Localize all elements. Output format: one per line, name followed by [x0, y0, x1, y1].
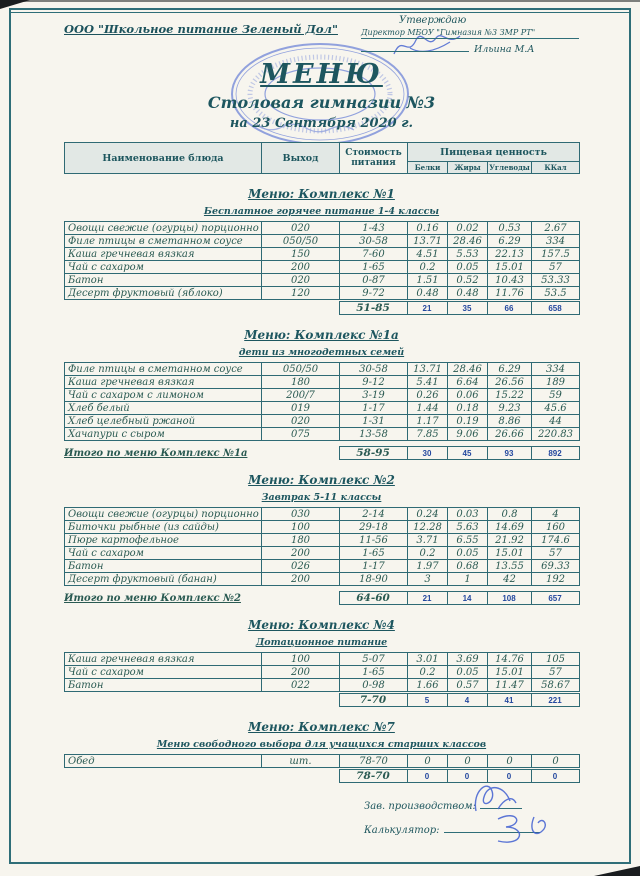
dish-row: [65, 415, 580, 428]
dish-fat: 0.57: [448, 679, 488, 692]
dish-output: 050/50: [262, 235, 340, 248]
col-cost-header: Стоимость питания: [340, 143, 408, 174]
dish-row: [65, 376, 580, 389]
dish-carbs: 14.76: [488, 653, 532, 666]
dish-output: 030: [262, 508, 340, 521]
dish-kcal: 4: [532, 508, 580, 521]
dish-protein: 13.71: [408, 363, 448, 376]
total-fat: 4: [447, 694, 487, 707]
dish-name: Десерт фруктовый (яблоко): [65, 287, 262, 300]
dish-row: [65, 261, 580, 274]
section-dishes-table: [64, 652, 580, 692]
dish-cost: 18-90: [340, 573, 408, 586]
dish-row: [65, 248, 580, 261]
dish-output: 200: [262, 573, 340, 586]
dish-carbs: 11.76: [488, 287, 532, 300]
dish-kcal: 57: [532, 261, 580, 274]
document-footer: [364, 801, 640, 836]
section-dishes-table: [64, 221, 580, 300]
dish-name: Обед: [65, 755, 262, 768]
dish-carbs: 10.43: [488, 274, 532, 287]
dish-kcal: 53.33: [532, 274, 580, 287]
total-fat: 0: [447, 770, 487, 783]
dish-fat: 0.19: [448, 415, 488, 428]
dish-name: Десерт фруктовый (банан): [65, 573, 262, 586]
dish-kcal: 57: [532, 666, 580, 679]
dish-carbs: 6.29: [488, 235, 532, 248]
dish-output: 019: [262, 402, 340, 415]
dish-protein: 3.01: [408, 653, 448, 666]
scan-artifact: [594, 866, 640, 876]
menu-section: [64, 720, 640, 783]
dish-protein: 0.24: [408, 508, 448, 521]
company-name: ООО "Школьное питание Зеленый Дол": [64, 22, 338, 36]
dish-carbs: 15.01: [488, 666, 532, 679]
dish-output: 200: [262, 666, 340, 679]
dish-row: [65, 679, 580, 692]
dish-protein: 1.97: [408, 560, 448, 573]
menu-section: [64, 187, 640, 315]
dish-protein: 3: [408, 573, 448, 586]
total-protein: 21: [407, 592, 447, 605]
dish-name: Хачапури с сыром: [65, 428, 262, 441]
dish-cost: 1-31: [340, 415, 408, 428]
signature-line: [361, 43, 469, 52]
dish-name: Пюре картофельное: [65, 534, 262, 547]
dish-kcal: 53.5: [532, 287, 580, 300]
total-kcal: 221: [531, 694, 579, 707]
section-dishes-table: [64, 754, 580, 768]
dish-row: [65, 508, 580, 521]
total-fat: 14: [447, 592, 487, 605]
dish-cost: 1-17: [340, 560, 408, 573]
dish-cost: 9-72: [340, 287, 408, 300]
dish-cost: 0-87: [340, 274, 408, 287]
dish-name: Чай с сахаром с лимоном: [65, 389, 262, 402]
section-subtitle: Бесплатное горячее питание 1-4 классы: [203, 206, 440, 217]
dish-name: Чай с сахаром: [65, 666, 262, 679]
dish-protein: 4.51: [408, 248, 448, 261]
dish-row: [65, 560, 580, 573]
dish-fat: 3.69: [448, 653, 488, 666]
dish-output: 100: [262, 653, 340, 666]
section-subtitle: Меню свободного выбора для учащихся старших классов: [156, 739, 487, 750]
dish-cost: 9-12: [340, 376, 408, 389]
approval-block: [361, 15, 579, 55]
dish-output: 050/50: [262, 363, 340, 376]
section-total-row: [64, 301, 580, 315]
menu-sections: [64, 187, 640, 783]
dish-fat: 0.18: [448, 402, 488, 415]
dish-fat: 0.03: [448, 508, 488, 521]
total-cost: 64-60: [339, 592, 407, 605]
dish-row: [65, 402, 580, 415]
dish-kcal: 69.33: [532, 560, 580, 573]
dish-name: Филе птицы в сметанном соусе: [65, 363, 262, 376]
dish-kcal: 105: [532, 653, 580, 666]
dish-cost: 1-43: [340, 222, 408, 235]
total-label: [64, 770, 339, 783]
col-fat-header: Жиры: [448, 162, 488, 174]
dish-cost: 0-98: [340, 679, 408, 692]
dish-row: [65, 573, 580, 586]
dish-fat: 1: [448, 573, 488, 586]
dish-carbs: 15.22: [488, 389, 532, 402]
dish-name: Чай с сахаром: [65, 547, 262, 560]
menu-section: [64, 328, 640, 460]
dish-row: [65, 547, 580, 560]
dish-output: 026: [262, 560, 340, 573]
section-title: Меню: Комплекс №2: [248, 473, 395, 487]
dish-protein: 13.71: [408, 235, 448, 248]
dish-carbs: 15.01: [488, 547, 532, 560]
dish-cost: 30-58: [340, 363, 408, 376]
total-carbs: 93: [487, 447, 531, 460]
dish-output: 120: [262, 287, 340, 300]
dish-output: 020: [262, 222, 340, 235]
dish-output: 200/7: [262, 389, 340, 402]
dish-name: Каша гречневая вязкая: [65, 248, 262, 261]
section-title: Меню: Комплекс №1а: [244, 328, 399, 342]
section-subtitle: дети из многодетных семей: [238, 347, 405, 358]
dish-output: 180: [262, 376, 340, 389]
dish-kcal: 0: [532, 755, 580, 768]
total-kcal: 0: [531, 770, 579, 783]
dish-fat: 6.64: [448, 376, 488, 389]
dish-kcal: 192: [532, 573, 580, 586]
document-title: МЕНЮ: [260, 59, 383, 90]
dish-row: [65, 389, 580, 402]
dish-protein: 1.17: [408, 415, 448, 428]
dish-row: [65, 428, 580, 441]
dish-output: 022: [262, 679, 340, 692]
dish-output: 200: [262, 547, 340, 560]
dish-protein: 0.16: [408, 222, 448, 235]
dish-carbs: 15.01: [488, 261, 532, 274]
dish-kcal: 189: [532, 376, 580, 389]
dish-fat: 0.02: [448, 222, 488, 235]
dish-row: [65, 666, 580, 679]
dish-fat: 6.55: [448, 534, 488, 547]
dish-fat: 5.63: [448, 521, 488, 534]
dish-name: Батон: [65, 560, 262, 573]
dish-protein: 3.71: [408, 534, 448, 547]
dish-cost: 7-60: [340, 248, 408, 261]
dish-kcal: 334: [532, 363, 580, 376]
section-total-row: [64, 591, 580, 605]
dish-row: [65, 534, 580, 547]
dish-carbs: 0: [488, 755, 532, 768]
dish-kcal: 220.83: [532, 428, 580, 441]
dish-protein: 0.48: [408, 287, 448, 300]
dish-fat: 28.46: [448, 235, 488, 248]
dish-protein: 7.85: [408, 428, 448, 441]
col-name-header: Наименование блюда: [65, 143, 262, 174]
dish-fat: 0.48: [448, 287, 488, 300]
dish-output: 200: [262, 261, 340, 274]
col-output-header: Выход: [262, 143, 340, 174]
total-fat: 45: [447, 447, 487, 460]
total-label: [64, 302, 339, 315]
dish-fat: 5.53: [448, 248, 488, 261]
dish-cost: 29-18: [340, 521, 408, 534]
dish-row: [65, 653, 580, 666]
dish-cost: 11-56: [340, 534, 408, 547]
dish-cost: 30-58: [340, 235, 408, 248]
dish-carbs: 0.8: [488, 508, 532, 521]
approve-label: Утверждаю: [399, 15, 467, 26]
dish-output: 020: [262, 415, 340, 428]
dish-cost: 5-07: [340, 653, 408, 666]
dish-protein: 1.66: [408, 679, 448, 692]
dish-protein: 12.28: [408, 521, 448, 534]
section-dishes-table: [64, 507, 580, 586]
dish-carbs: 8.86: [488, 415, 532, 428]
dish-cost: 78-70: [340, 755, 408, 768]
total-carbs: 0: [487, 770, 531, 783]
dish-row: [65, 274, 580, 287]
dish-fat: 0.06: [448, 389, 488, 402]
section-total-row: [64, 693, 580, 707]
menu-date: на 23 Сентября 2020 г.: [229, 116, 414, 131]
total-label: [64, 694, 339, 707]
dish-kcal: 160: [532, 521, 580, 534]
dish-carbs: 26.56: [488, 376, 532, 389]
dish-protein: 1.51: [408, 274, 448, 287]
dish-row: [65, 222, 580, 235]
dish-row: [65, 363, 580, 376]
dish-fat: 0: [448, 755, 488, 768]
dish-output: 075: [262, 428, 340, 441]
dish-row: [65, 235, 580, 248]
total-kcal: 657: [531, 592, 579, 605]
col-kcal-header: ККал: [532, 162, 580, 174]
dish-kcal: 157.5: [532, 248, 580, 261]
dish-cost: 1-65: [340, 261, 408, 274]
dish-fat: 0.68: [448, 560, 488, 573]
dish-kcal: 45.6: [532, 402, 580, 415]
dish-kcal: 44: [532, 415, 580, 428]
dish-carbs: 21.92: [488, 534, 532, 547]
dish-name: Батон: [65, 274, 262, 287]
total-protein: 21: [407, 302, 447, 315]
approver-title: Директор МБОУ "Гимназия №3 ЗМР РТ": [361, 28, 579, 39]
section-dishes-table: [64, 362, 580, 441]
dish-protein: 0.26: [408, 389, 448, 402]
dish-output: 020: [262, 274, 340, 287]
dish-output: 150: [262, 248, 340, 261]
document-header: [64, 15, 579, 55]
total-protein: 0: [407, 770, 447, 783]
section-subtitle: Завтрак 5-11 классы: [261, 492, 382, 503]
total-cost: 78-70: [339, 770, 407, 783]
dish-cost: 1-17: [340, 402, 408, 415]
col-nutrition-header: Пищевая ценность: [408, 143, 580, 162]
dish-fat: 0.05: [448, 666, 488, 679]
dish-name: Биточки рыбные (из сайды): [65, 521, 262, 534]
dish-row: [65, 755, 580, 768]
dish-cost: 2-14: [340, 508, 408, 521]
col-carbs-header: Углеводы: [489, 163, 530, 172]
dish-name: Каша гречневая вязкая: [65, 653, 262, 666]
dish-protein: 0: [408, 755, 448, 768]
total-kcal: 658: [531, 302, 579, 315]
dish-kcal: 59: [532, 389, 580, 402]
total-cost: 7-70: [339, 694, 407, 707]
total-kcal: 892: [531, 447, 579, 460]
section-subtitle: Дотационное питание: [255, 637, 388, 648]
dish-fat: 0.52: [448, 274, 488, 287]
dish-name: Овощи свежие (огурцы) порционно: [65, 508, 262, 521]
dish-protein: 0.2: [408, 666, 448, 679]
dish-carbs: 9.23: [488, 402, 532, 415]
dish-kcal: 334: [532, 235, 580, 248]
dish-carbs: 6.29: [488, 363, 532, 376]
total-fat: 35: [447, 302, 487, 315]
columns-header-table: [64, 142, 580, 174]
menu-section: [64, 473, 640, 605]
section-title: Меню: Комплекс №4: [248, 618, 395, 632]
total-cost: 58-95: [339, 447, 407, 460]
dish-protein: 0.2: [408, 547, 448, 560]
total-cost: 51-85: [339, 302, 407, 315]
approver-name: Ильина М.А: [474, 44, 535, 55]
dish-carbs: 0.53: [488, 222, 532, 235]
total-label: Итого по меню Комплекс №2: [64, 592, 241, 604]
canteen-name: Столовая гимназии №3: [207, 93, 436, 112]
dish-name: Овощи свежие (огурцы) порционно: [65, 222, 262, 235]
dish-cost: 1-65: [340, 666, 408, 679]
section-total-row: [64, 446, 580, 460]
manager-label: Зав. производством:: [364, 801, 476, 812]
dish-carbs: 22.13: [488, 248, 532, 261]
dish-kcal: 58.67: [532, 679, 580, 692]
dish-fat: 0.05: [448, 547, 488, 560]
dish-name: Хлеб белый: [65, 402, 262, 415]
dish-protein: 0.2: [408, 261, 448, 274]
total-label: Итого по меню Комплекс №1а: [64, 447, 248, 459]
total-protein: 30: [407, 447, 447, 460]
section-title: Меню: Комплекс №1: [248, 187, 395, 201]
dish-carbs: 14.69: [488, 521, 532, 534]
dish-cost: 1-65: [340, 547, 408, 560]
dish-kcal: 174.6: [532, 534, 580, 547]
total-protein: 5: [407, 694, 447, 707]
dish-name: Батон: [65, 679, 262, 692]
section-title: Меню: Комплекс №7: [248, 720, 395, 734]
col-protein-header: Белки: [408, 162, 448, 174]
dish-name: Филе птицы в сметанном соусе: [65, 235, 262, 248]
calculator-signature: [484, 809, 554, 851]
total-carbs: 108: [487, 592, 531, 605]
dish-output: 180: [262, 534, 340, 547]
calculator-label: Калькулятор:: [364, 825, 440, 836]
dish-row: [65, 521, 580, 534]
dish-kcal: 2.67: [532, 222, 580, 235]
dish-name: Чай с сахаром: [65, 261, 262, 274]
dish-name: Хлеб целебный ржаной: [65, 415, 262, 428]
dish-name: Каша гречневая вязкая: [65, 376, 262, 389]
dish-protein: 1.44: [408, 402, 448, 415]
dish-fat: 0.05: [448, 261, 488, 274]
menu-section: [64, 618, 640, 707]
dish-fat: 9.06: [448, 428, 488, 441]
dish-protein: 5.41: [408, 376, 448, 389]
dish-carbs: 13.55: [488, 560, 532, 573]
dish-carbs: 26.66: [488, 428, 532, 441]
dish-fat: 28.46: [448, 363, 488, 376]
dish-carbs: 42: [488, 573, 532, 586]
dish-carbs: 11.47: [488, 679, 532, 692]
dish-output: шт.: [262, 755, 340, 768]
total-carbs: 66: [487, 302, 531, 315]
total-carbs: 41: [487, 694, 531, 707]
dish-row: [65, 287, 580, 300]
dish-kcal: 57: [532, 547, 580, 560]
dish-cost: 3-19: [340, 389, 408, 402]
dish-output: 100: [262, 521, 340, 534]
dish-cost: 13-58: [340, 428, 408, 441]
